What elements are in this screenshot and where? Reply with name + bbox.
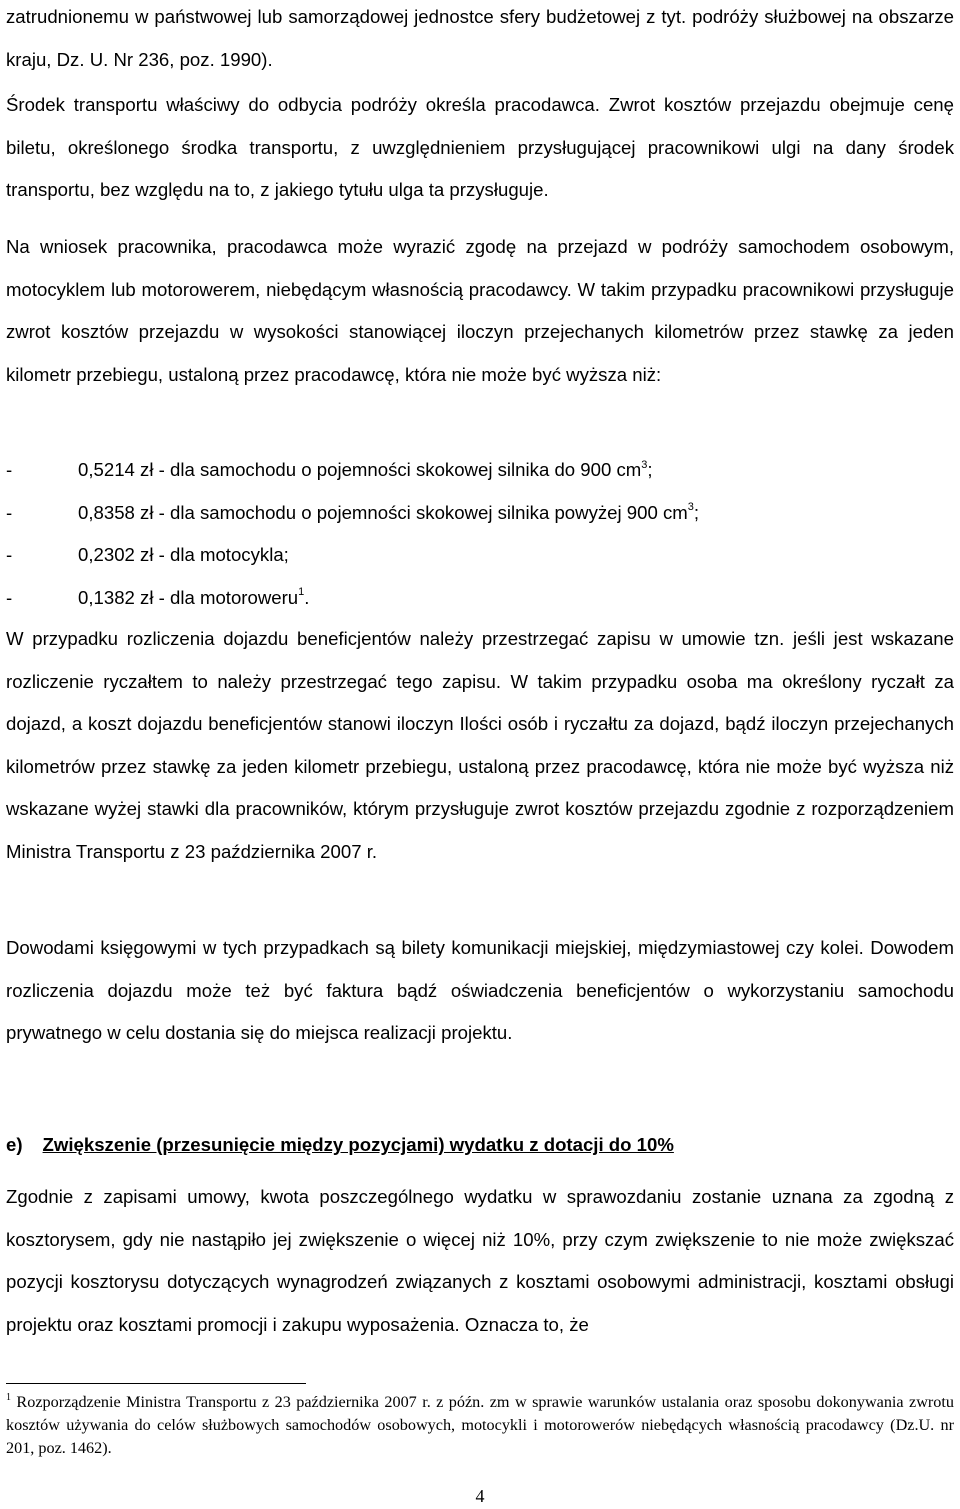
list-item: - 0,8358 zł - dla samochodu o pojemności skokowej silnika powyżej 900 $cm^3$;: [6, 501, 700, 523]
footnote-number: 1: [6, 1391, 11, 1403]
rates-list: [6, 449, 954, 619]
footnote-reference: 1: [298, 586, 305, 599]
paragraph-private-vehicle: Na wniosek pracownika, pracodawca może wyrazić zgodę na przejazd w podróży samochodem osobowym, motocyklem lub motorowerem, niebędącym własnością pracodawcy. W takim przypadku pracownikowi przysługuje zwrot kosztów przejazdu w wysokości stanowiącej iloczyn przejechanych kilometrów przez stawkę za jeden kilometr przebiegu, ustaloną przez pracodawcę, która nie może być wyższa niż:: [6, 236, 954, 385]
list-item: - 0,2302 zł - dla motocykla;: [6, 544, 289, 565]
paragraph-transport: Środek transportu właściwy do odbycia podróży określa pracodawca. Zwrot kosztów przejazdu obejmuje cenę biletu, określonego środka transportu, z uwzględnieniem przysługującej pracownikowi ulgi na dany środek transportu, bez względu na to, z jakiego tytułu ulga ta przysługuje.: [6, 94, 954, 200]
paragraph-beneficiaries: W przypadku rozliczenia dojazdu beneficjentów należy przestrzegać zapisu w umowie tzn. jeśli jest wskazane rozliczenie ryczałtem to należy przestrzegać tego zapisu. W takim przypadku osoba ma określony ryczałt za dojazd, a koszt dojazdu beneficjentów stanowi iloczyn Ilości osób i ryczałtu za dojazd, bądź iloczyn przejechanych kilometrów przez stawkę za jeden kilometr przebiegu, ustaloną przez pracodawcę, która nie może być wyższa niż wskazane wyżej stawki dla pracowników, którym przysługuje zwrot kosztów przejazdu zgodnie z rozporządzeniem Ministra Transportu z 23 października 2007 r.: [6, 628, 954, 862]
list-item: - 0,5214 zł - dla samochodu o pojemności skokowej silnika do 900 $cm^3$;: [6, 458, 653, 480]
footnote-separator: [6, 1383, 306, 1384]
section-heading: [6, 1130, 954, 1160]
paragraph-continuation: zatrudnionemu w państwowej lub samorządowej jednostce sfery budżetowej z tyt. podróży służbowej na obszarze kraju, Dz. U. Nr 236, poz. 1990).: [6, 6, 954, 70]
section-title: Zwiększenie (przesunięcie między pozycjami) wydatku z dotacji do 10%: [42, 1134, 674, 1155]
list-item: - 0,1382 zł - dla motoroweru$^1$.: [6, 586, 310, 608]
section-marker: e): [6, 1134, 23, 1155]
footnote: [6, 1391, 954, 1460]
paragraph-accounting-evidence: Dowodami księgowymi w tych przypadkach są bilety komunikacji miejskiej, międzymiastowej czy kolei. Dowodem rozliczenia dojazdu może też być faktura bądź oświadczenia beneficjentów o wykorzystaniu samochodu prywatnego w celu dostania się do miejsca realizacji projektu.: [6, 937, 954, 1043]
footnote-text: Rozporządzenie Ministra Transportu z 23 października 2007 r. z późn. zm w sprawie warunków ustalania oraz sposobu dokonywania zwrotu kosztów używania do celów służbowych samochodów osobowych, motocykli i motorowerów niebędących własnością pracodawcy (Dz.U. nr 201, poz. 1462).: [6, 1393, 954, 1457]
page-number: 4: [475, 1486, 485, 1506]
paragraph-increase: Zgodnie z zapisami umowy, kwota poszczególnego wydatku w sprawozdaniu zostanie uznana za zgodną z kosztorysem, gdy nie nastąpiło jej zwiększenie o więcej niż 10%, przy czym zwiększenie to nie może zwiększać pozycji kosztorysu dotyczących wynagrodzeń związanych z kosztami osobowymi administracji, kosztami obsługi projektu oraz kosztami promocji i zakupu wyposażenia. Oznacza to, że: [6, 1186, 954, 1335]
